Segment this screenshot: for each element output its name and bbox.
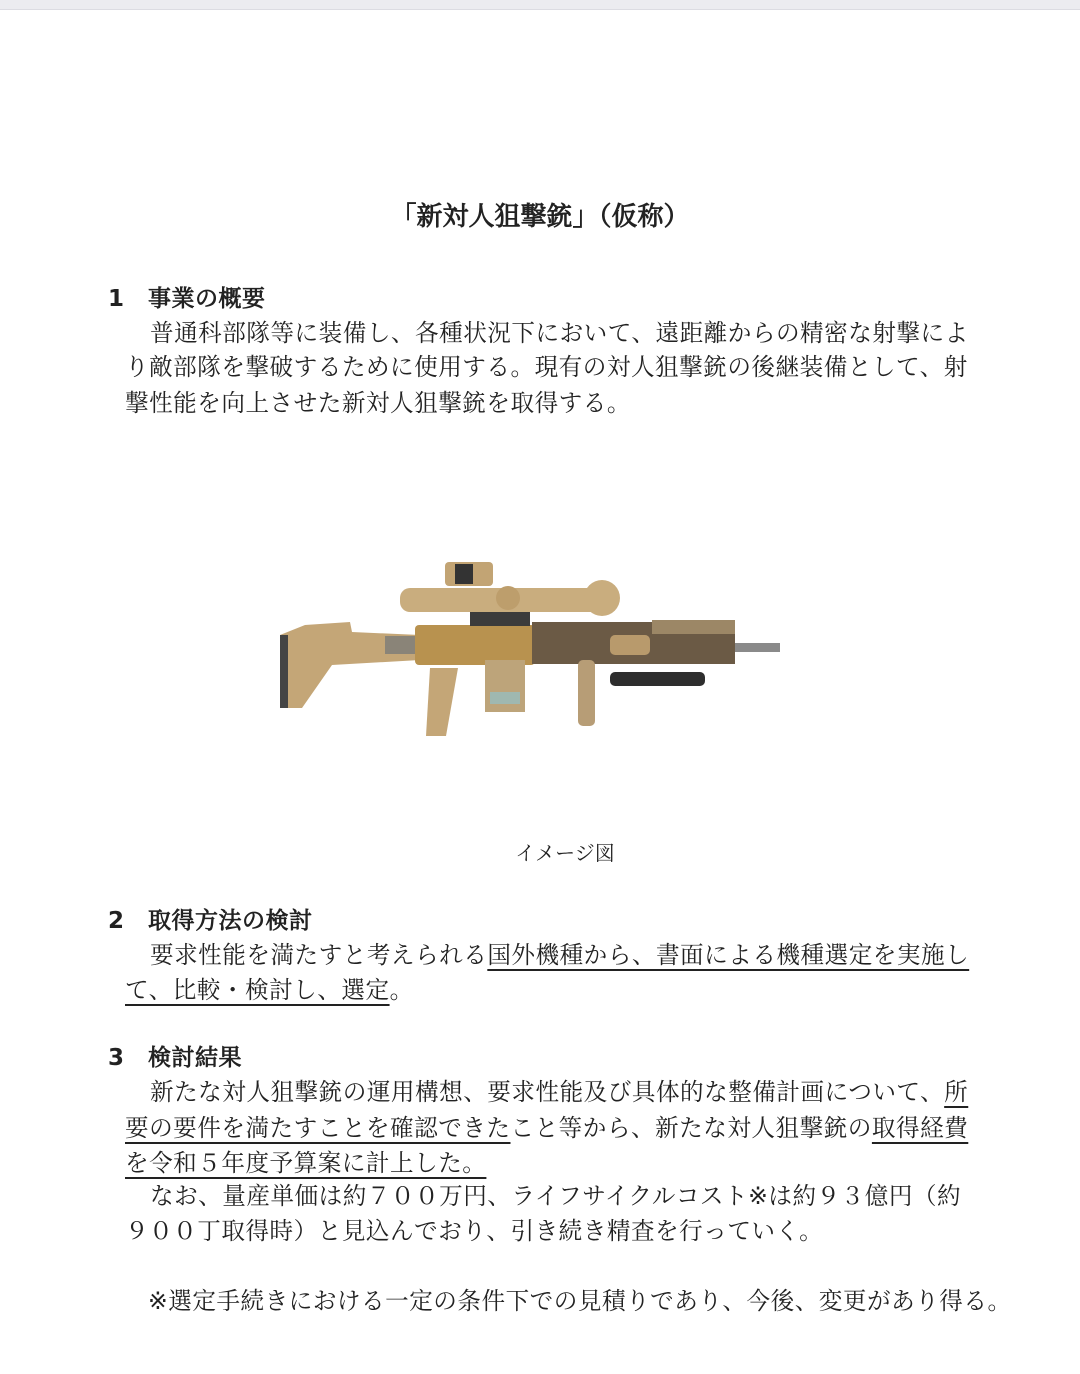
rifle-barrel <box>735 643 780 652</box>
underlined-text: て、比較・検討し、選定 <box>125 976 390 1004</box>
section-3-heading: 3 検討結果 <box>108 1045 243 1071</box>
section-2-line <box>150 940 969 970</box>
section-1-line: 撃性能を向上させた新対人狙撃銃を取得する。 <box>125 389 631 417</box>
rifle-magazine <box>485 660 525 712</box>
rifle-image <box>270 550 870 750</box>
section-1-heading: 1 事業の概要 <box>108 286 266 312</box>
section-3-line: なお、量産単価は約７００万円、ライフサイクルコスト※は約９３億円（約 <box>150 1182 962 1210</box>
image-caption: イメージ図 <box>515 841 615 865</box>
rifle-stock <box>280 622 420 708</box>
rifle-buttpad <box>280 635 288 708</box>
underlined-text: 要の要件を満たすことを確認できた <box>125 1114 511 1142</box>
section-2-heading: 2 取得方法の検討 <box>108 908 313 934</box>
section-3-line: ９００丁取得時）と見込んでおり、引き続き精査を行っていく。 <box>125 1217 824 1245</box>
rifle-pistol-grip <box>426 668 458 736</box>
footnote: ※選定手続きにおける一定の条件下での見積りであり、今後、変更があり得る。 <box>148 1287 1012 1315</box>
section-3-line <box>125 1148 486 1178</box>
rifle-scope-objective <box>584 580 620 616</box>
rifle-bipod <box>610 672 705 686</box>
underlined-text: 所 <box>944 1078 969 1106</box>
viewer-top-bar <box>0 0 1080 10</box>
rifle-vertical-grip <box>578 660 595 726</box>
underlined-text: を令和５年度予算案に計上した。 <box>125 1149 487 1177</box>
text: 。 <box>389 976 414 1004</box>
rifle-magazine-window <box>490 692 520 704</box>
underlined-text: 国外機種から、書面による機種選定を実施し <box>487 941 970 969</box>
text: 新たな対人狙撃銃の運用構想、要求性能及び具体的な整備計画について、 <box>150 1078 945 1106</box>
rifle-receiver <box>415 625 535 665</box>
underlined-text: 取得経費 <box>871 1114 969 1142</box>
rifle-light <box>610 635 650 655</box>
section-3-line <box>125 1113 968 1143</box>
text: こと等から、新たな対人狙撃銃の <box>510 1114 872 1142</box>
section-3-line <box>150 1077 968 1107</box>
rifle-scope-turret <box>496 586 520 610</box>
rifle-red-dot-lens <box>455 564 473 584</box>
page-title: 「新対人狙撃銃」（仮称） <box>390 202 690 232</box>
section-2-line <box>125 975 414 1005</box>
section-1-line: り敵部隊を撃破するために使用する。現有の対人狙撃銃の後継装備として、射 <box>125 353 968 381</box>
text: 要求性能を満たすと考えられる <box>150 941 488 969</box>
rifle-buffer-tube <box>385 636 417 654</box>
section-1-line: 普通科部隊等に装備し、各種状況下において、遠距離からの精密な射撃によ <box>150 319 969 347</box>
rifle-handguard-top <box>652 620 735 634</box>
